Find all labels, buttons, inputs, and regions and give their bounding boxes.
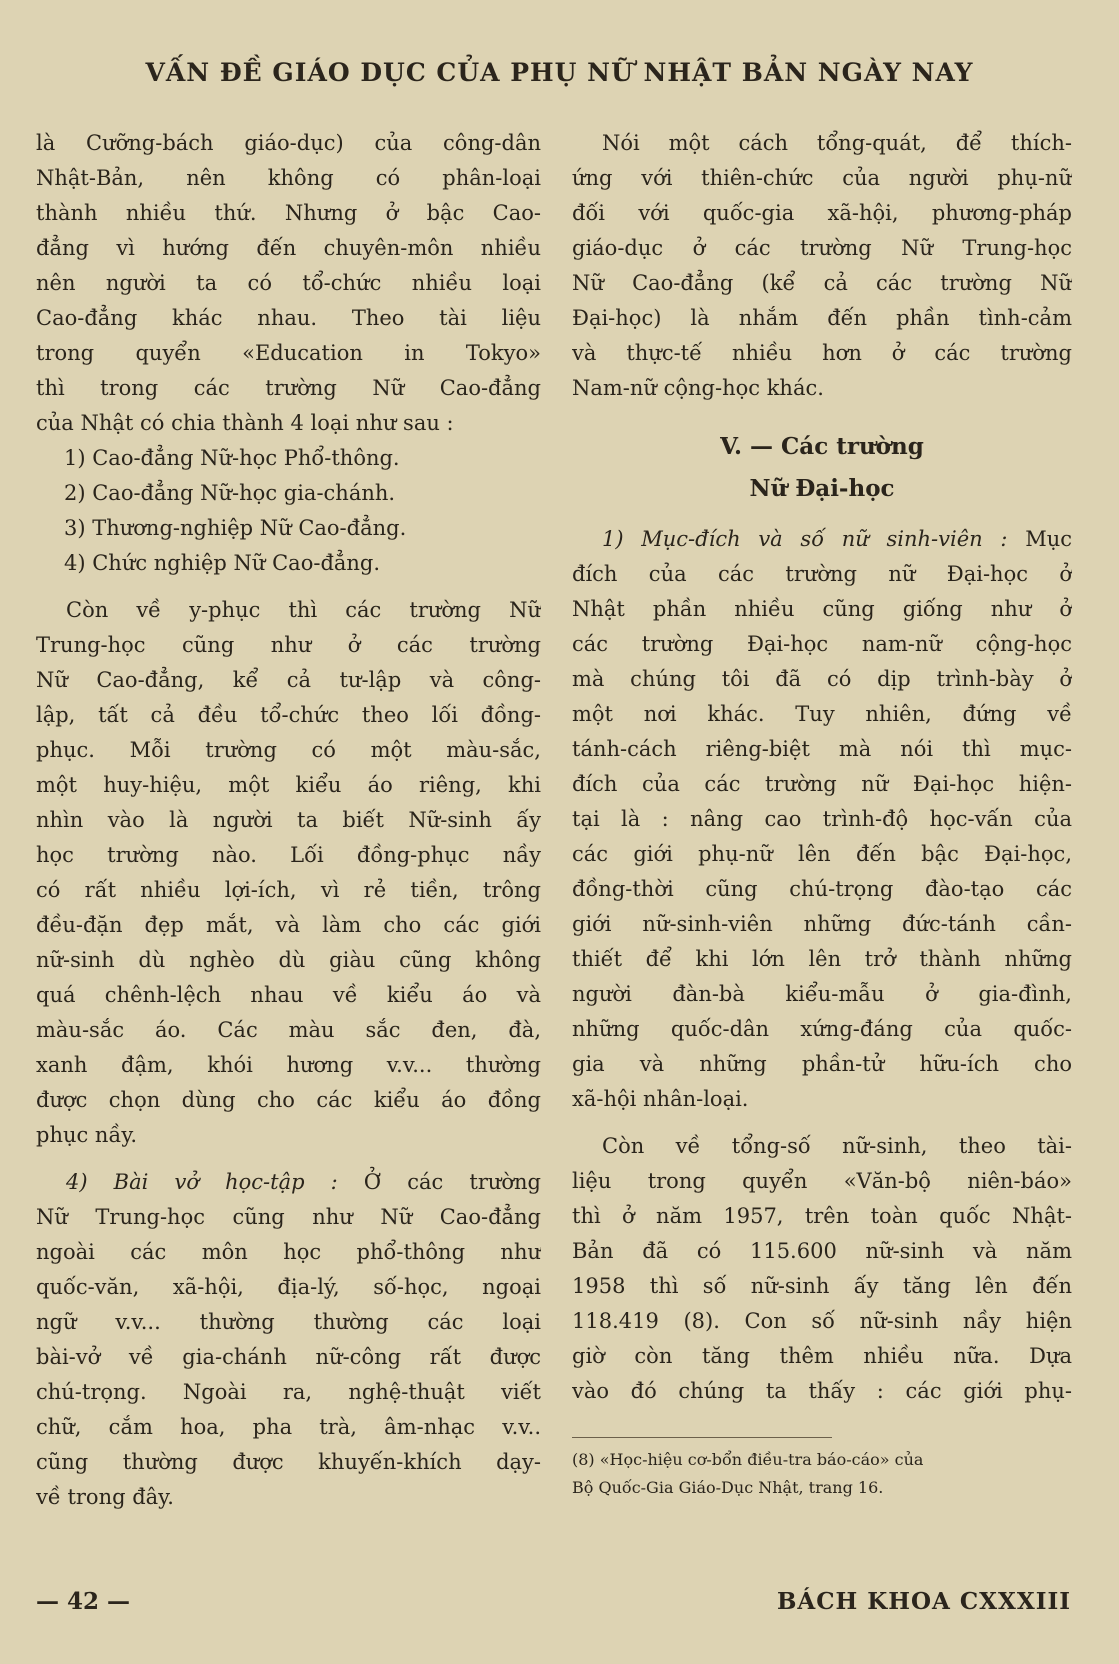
- text-line: đồng-thời cũng chú-trọng đào-tạo các: [572, 877, 1072, 901]
- text-line: màu-sắc áo. Các màu sắc đen, đà,: [36, 1018, 541, 1042]
- text-line: quốc-văn, xã-hội, địa-lý, số-học, ngoại: [36, 1275, 541, 1299]
- text-line: giáo-dục ở các trường Nữ Trung-học: [572, 236, 1072, 260]
- text-line: các giới phụ-nữ lên đến bậc Đại-học,: [572, 842, 1072, 866]
- list-item: 4) Chức nghiệp Nữ Cao-đẳng.: [64, 551, 381, 575]
- text-line: nên người ta có tổ-chức nhiều loại: [36, 271, 541, 295]
- text-fragment: Ở các trường: [337, 1170, 541, 1194]
- text-line: đều-đặn đẹp mắt, và làm cho các giới: [36, 913, 541, 937]
- text-line: Đại-học) là nhắm đến phần tình-cảm: [572, 306, 1072, 330]
- text-line: một huy-hiệu, một kiểu áo riêng, khi: [36, 773, 541, 797]
- subsection-lead: 1) Mục-đích và số nữ sinh-viên :: [602, 527, 1008, 551]
- text-line: nữ-sinh dù nghèo dù giàu cũng không: [36, 948, 541, 972]
- text-line: Nhật phần nhiều cũng giống như ở: [572, 597, 1072, 621]
- paragraph-enrollment: [572, 1129, 1072, 1409]
- text-line: tại là : nâng cao trình-độ học-vấn của: [572, 807, 1072, 831]
- text-line: có rất nhiều lợi-ích, vì rẻ tiền, trông: [36, 878, 541, 902]
- text-line: liệu trong quyển «Văn-bộ niên-báo»: [572, 1169, 1072, 1193]
- text-line: phục. Mỗi trường có một màu-sắc,: [36, 738, 541, 762]
- text-line: đích của các trường nữ Đại-học hiện-: [572, 772, 1072, 796]
- text-line: được chọn dùng cho các kiểu áo đồng: [36, 1088, 541, 1112]
- text-line: ứng với thiên-chức của người phụ-nữ: [572, 166, 1072, 190]
- text-line: cũng thường được khuyến-khích dạy-: [36, 1450, 541, 1474]
- text-fragment: Mục: [1007, 527, 1072, 551]
- text-line: Còn về y-phục thì các trường Nữ: [66, 598, 541, 622]
- text-line: lập, tất cả đều tổ-chức theo lối đồng-: [36, 703, 541, 727]
- text-line: Cao-đẳng khác nhau. Theo tài liệu: [36, 306, 541, 330]
- footnote-divider: [572, 1437, 832, 1438]
- text-line: thành nhiều thứ. Nhưng ở bậc Cao-: [36, 201, 541, 225]
- list-item: 2) Cao-đẳng Nữ-học gia-chánh.: [64, 481, 396, 505]
- text-line: 118.419 (8). Con số nữ-sinh nầy hiện: [572, 1309, 1072, 1333]
- text-line: về trong đây.: [36, 1485, 174, 1509]
- paragraph-school-types: [36, 126, 541, 441]
- text-line: bài-vở về gia-chánh nữ-công rất được: [36, 1345, 541, 1369]
- section-subtitle: Nữ Đại-học: [749, 475, 895, 502]
- text-line: Nói một cách tổng-quát, để thích-: [602, 131, 1072, 155]
- text-line: xã-hội nhân-loại.: [572, 1087, 749, 1111]
- text-line: Trung-học cũng như ở các trường: [36, 633, 541, 657]
- text-line: đối với quốc-gia xã-hội, phương-pháp: [572, 201, 1072, 225]
- right-column: [572, 126, 1072, 1502]
- text-line: gia và những phần-tử hữu-ích cho: [572, 1052, 1072, 1076]
- text-line: ngoài các môn học phổ-thông như: [36, 1240, 541, 1264]
- footnote-line: Bộ Quốc-Gia Giáo-Dục Nhật, trang 16.: [572, 1478, 884, 1497]
- text-line: giới nữ-sinh-viên những đức-tánh cần-: [572, 912, 1072, 936]
- text-line: Nhật-Bản, nên không có phân-loại: [36, 166, 541, 190]
- footnote: [572, 1446, 1072, 1502]
- text-line: tánh-cách riêng-biệt mà nói thì mục-: [572, 737, 1072, 761]
- text-line: giờ còn tăng thêm nhiều nữa. Dựa: [572, 1344, 1072, 1368]
- text-line: [36, 1165, 541, 1200]
- text-line: những quốc-dân xứng-đáng của quốc-: [572, 1017, 1072, 1041]
- text-line: 1958 thì số nữ-sinh ấy tăng lên đến: [572, 1274, 1072, 1298]
- text-line: nhìn vào là người ta biết Nữ-sinh ấy: [36, 808, 541, 832]
- text-line: Nữ Trung-học cũng như Nữ Cao-đẳng: [36, 1205, 541, 1229]
- footnote-line: (8) «Học-hiệu cơ-bổn điều-tra báo-cáo» của: [572, 1450, 924, 1469]
- left-column: [36, 126, 541, 1515]
- text-line: quá chênh-lệch nhau về kiểu áo và: [36, 983, 541, 1007]
- text-line: Nữ Cao-đẳng, kể cả tư-lập và công-: [36, 668, 541, 692]
- text-line: các trường Đại-học nam-nữ cộng-học: [572, 632, 1072, 656]
- paragraph-curriculum: [36, 1165, 541, 1515]
- text-line: một nơi khác. Tuy nhiên, đứng về: [572, 702, 1072, 726]
- text-line: ngữ v.v... thường thường các loại: [36, 1310, 541, 1334]
- text-line: trong quyển «Education in Tokyo»: [36, 341, 541, 365]
- text-line: của Nhật có chia thành 4 loại như sau :: [36, 411, 454, 435]
- text-line: chữ, cắm hoa, pha trà, âm-nhạc v.v..: [36, 1415, 541, 1439]
- text-line: mà chúng tôi đã có dịp trình-bày ở: [572, 667, 1072, 691]
- paragraph-method: [572, 126, 1072, 406]
- text-line: đích của các trường nữ Đại-học ở: [572, 562, 1072, 586]
- journal-issue: BÁCH KHOA CXXXIII: [776, 1588, 1071, 1615]
- subsection-lead: 4) Bài vở học-tập :: [66, 1170, 338, 1194]
- text-line: và thực-tế nhiều hơn ở các trường: [572, 341, 1072, 365]
- text-line: xanh đậm, khói hương v.v... thường: [36, 1053, 541, 1077]
- list-item: 1) Cao-đẳng Nữ-học Phổ-thông.: [64, 446, 400, 470]
- text-line: Bản đã có 115.600 nữ-sinh và năm: [572, 1239, 1072, 1263]
- text-line: người đàn-bà kiểu-mẫu ở gia-đình,: [572, 982, 1072, 1006]
- text-line: thì ở năm 1957, trên toàn quốc Nhật-: [572, 1204, 1072, 1228]
- page-number: — 42 —: [36, 1588, 131, 1615]
- section-title: V. — Các trường: [720, 433, 924, 460]
- text-line: phục nầy.: [36, 1123, 138, 1147]
- list-item: 3) Thương-nghiệp Nữ Cao-đẳng.: [64, 516, 407, 540]
- text-line: Còn về tổng-số nữ-sinh, theo tài-: [602, 1134, 1072, 1158]
- text-line: thì trong các trường Nữ Cao-đẳng: [36, 376, 541, 400]
- text-line: Nam-nữ cộng-học khác.: [572, 376, 824, 400]
- paragraph-uniforms: [36, 593, 541, 1153]
- paragraph-purpose: [572, 522, 1072, 1117]
- text-line: Nữ Cao-đẳng (kể cả các trường Nữ: [572, 271, 1072, 295]
- school-type-list: [36, 441, 541, 581]
- running-header: VẤN ĐỀ GIÁO DỤC CỦA PHỤ NỮ NHẬT BẢN NGÀY NAY: [145, 58, 974, 87]
- text-line: [572, 522, 1072, 557]
- text-line: học trường nào. Lối đồng-phục nầy: [36, 843, 541, 867]
- text-line: thiết để khi lớn lên trở thành những: [572, 947, 1072, 971]
- text-line: vào đó chúng ta thấy : các giới phụ-: [572, 1379, 1072, 1403]
- text-line: đẳng vì hướng đến chuyên-môn nhiều: [36, 236, 541, 260]
- text-line: chú-trọng. Ngoài ra, nghệ-thuật viết: [36, 1380, 541, 1404]
- text-line: là Cưỡng-bách giáo-dục) của công-dân: [36, 131, 541, 155]
